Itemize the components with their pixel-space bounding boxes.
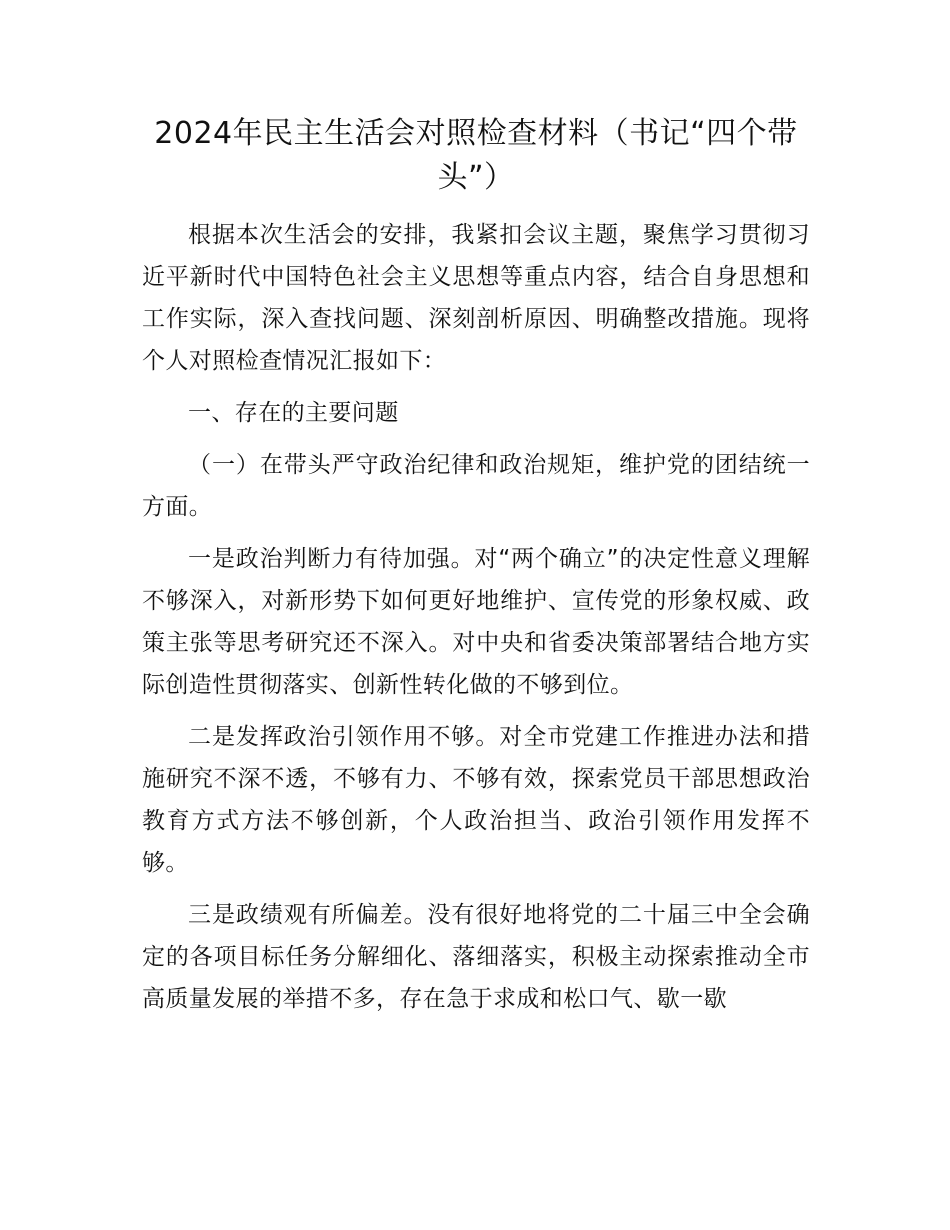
- document-title: 2024年民主生活会对照检查材料（书记“四个带头”）: [154, 116, 798, 195]
- document-page: [142, 112, 810, 1030]
- problem-paragraph-1: 一是政治判断力有待加强。对“两个确立”的决定性意义理解不够深入，对新形势下如何更好地维护、宣传党的形象权威、政策主张等思考研究还不深入。对中央和省委决策部署结合地方实际创造性贯彻落实、创新性转化做的不够到位。: [142, 546, 810, 698]
- section-heading-main-problems: 一、存在的主要问题: [188, 400, 399, 426]
- problem-paragraph-2: 二是发挥政治引领作用不够。对全市党建工作推进办法和措施研究不深不透，不够有力、不够有效，探索党员干部思想政治教育方式方法不够创新，个人政治担当、政治引领作用发挥不够。: [142, 724, 810, 876]
- problem-paragraph-3: 三是政绩观有所偏差。没有很好地将党的二十届三中全会确定的各项目标任务分解细化、落细落实，积极主动探索推动全市高质量发展的举措不多，存在急于求成和松口气、歇一歇: [142, 902, 810, 1012]
- subsection-heading-political-discipline: （一）在带头严守政治纪律和政治规矩，维护党的团结统一方面。: [142, 452, 810, 520]
- intro-paragraph: 根据本次生活会的安排，我紧扣会议主题，聚焦学习贯彻习近平新时代中国特色社会主义思想等重点内容，结合自身思想和工作实际，深入查找问题、深刻剖析原因、明确整改措施。现将个人对照检查情况汇报如下：: [142, 222, 810, 374]
